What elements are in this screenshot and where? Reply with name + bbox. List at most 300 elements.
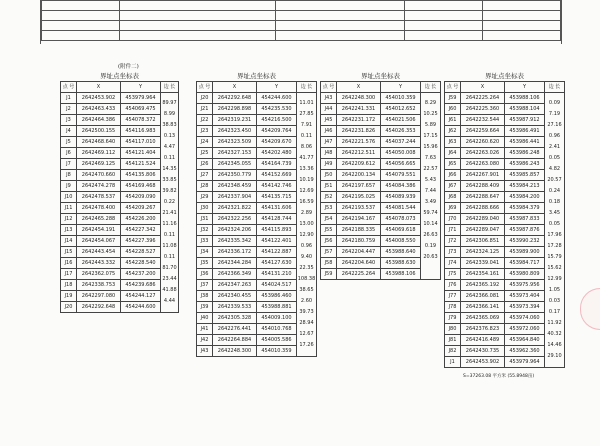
- point-id-cell: J31: [197, 214, 213, 225]
- distance-cell: 0.18: [545, 197, 565, 208]
- distance-cell: 0.96: [545, 131, 565, 142]
- distance-cell: 10.14: [421, 219, 441, 230]
- x-coordinate-cell: 2642366.349: [213, 269, 257, 280]
- point-id-cell: J20: [197, 93, 213, 104]
- x-coordinate-cell: 2642321.822: [213, 203, 257, 214]
- point-id-cell: J43: [197, 346, 213, 357]
- coordinate-table-block-2: [196, 71, 317, 357]
- seal-stamp: [580, 288, 600, 330]
- y-coordinate-cell: 454135.806: [121, 170, 161, 181]
- column-header-x: X: [337, 82, 381, 93]
- y-coordinate-cell: 453972.060: [505, 324, 545, 335]
- point-id-cell: J50: [321, 170, 337, 181]
- distance-cell: 15.79: [545, 252, 565, 263]
- y-coordinate-cell: 453988.106: [505, 93, 545, 104]
- x-coordinate-cell: 2642288.409: [461, 181, 505, 192]
- y-coordinate-cell: 454127.630: [257, 258, 297, 269]
- column-header-y: Y: [381, 82, 421, 93]
- point-id-cell: J22: [197, 115, 213, 126]
- point-id-cell: J67: [445, 181, 461, 192]
- x-coordinate-cell: 2642470.660: [77, 170, 121, 181]
- point-id-cell: J58: [321, 258, 337, 269]
- point-id-cell: J77: [445, 291, 461, 302]
- distance-cell: 26.63: [421, 230, 441, 241]
- y-coordinate-cell: 454084.386: [381, 181, 421, 192]
- y-coordinate-cell: 454122.401: [257, 236, 297, 247]
- y-coordinate-cell: 454010.768: [257, 324, 297, 335]
- y-coordinate-cell: 453986.491: [505, 126, 545, 137]
- point-id-cell: J5: [61, 137, 77, 148]
- point-id-cell: J14: [61, 236, 77, 247]
- distance-cell: [421, 269, 441, 280]
- x-coordinate-cell: 2642365.069: [461, 313, 505, 324]
- y-coordinate-cell: 454089.939: [381, 192, 421, 203]
- y-coordinate-cell: 454226.200: [121, 214, 161, 225]
- point-id-cell: J21: [197, 104, 213, 115]
- column-header-pt: 点 号: [321, 82, 337, 93]
- column-header-pt: 点 号: [61, 82, 77, 93]
- x-coordinate-cell: 2642340.455: [213, 291, 257, 302]
- x-coordinate-cell: 2642362.075: [77, 269, 121, 280]
- x-coordinate-cell: 2642232.544: [461, 115, 505, 126]
- x-coordinate-cell: 2642204.447: [337, 247, 381, 258]
- distance-cell: 3.49: [421, 197, 441, 208]
- point-id-cell: J1: [445, 357, 461, 368]
- distance-cell: 11.92: [545, 318, 565, 329]
- distance-cell: 3.45: [545, 208, 565, 219]
- x-coordinate-cell: 2642305.328: [213, 313, 257, 324]
- x-coordinate-cell: 2642443.332: [77, 258, 121, 269]
- distance-cell: 38.65: [297, 285, 317, 296]
- x-coordinate-cell: 2642288.666: [461, 203, 505, 214]
- distance-cell: 0.05: [545, 153, 565, 164]
- y-coordinate-cell: 453974.060: [505, 313, 545, 324]
- y-coordinate-cell: 454239.686: [121, 280, 161, 291]
- distance-cell: 12.69: [297, 186, 317, 197]
- y-coordinate-cell: 454209.267: [121, 203, 161, 214]
- distance-cell: 14.35: [161, 164, 179, 175]
- distance-cell: 0.19: [421, 241, 441, 252]
- distance-cell: 20.63: [421, 252, 441, 263]
- distance-cell: 5.89: [421, 120, 441, 131]
- y-coordinate-cell: 454164.739: [257, 159, 297, 170]
- distance-cell: 39.73: [297, 307, 317, 318]
- distance-cell: 2.41: [545, 142, 565, 153]
- y-coordinate-cell: 454169.468: [121, 181, 161, 192]
- distance-cell: 17.28: [545, 241, 565, 252]
- distance-cell: 17.15: [421, 131, 441, 142]
- y-coordinate-cell: 454135.715: [257, 192, 297, 203]
- distance-cell: 108.38: [297, 274, 317, 285]
- distance-cell: 38.83: [161, 120, 179, 131]
- x-coordinate-cell: 2642263.026: [461, 148, 505, 159]
- x-coordinate-cell: 2642225.264: [337, 269, 381, 280]
- distance-cell: [545, 357, 565, 368]
- x-coordinate-cell: 2642366.081: [461, 291, 505, 302]
- point-id-cell: J61: [445, 115, 461, 126]
- attachment-note: (附件二): [118, 64, 139, 70]
- distance-cell: 13.00: [297, 219, 317, 230]
- distance-cell: 29.10: [545, 351, 565, 362]
- point-id-cell: J53: [321, 203, 337, 214]
- distance-cell: 7.44: [421, 186, 441, 197]
- point-id-cell: J10: [61, 192, 77, 203]
- x-coordinate-cell: 2642264.884: [213, 335, 257, 346]
- point-id-cell: J24: [197, 137, 213, 148]
- point-id-cell: J71: [445, 225, 461, 236]
- point-id-cell: J81: [445, 335, 461, 346]
- distance-cell: 40.32: [545, 329, 565, 340]
- distance-cell: 16.59: [297, 197, 317, 208]
- y-coordinate-cell: 453975.956: [505, 280, 545, 291]
- x-coordinate-cell: 2642225.264: [461, 93, 505, 104]
- distance-cell: 4.47: [161, 142, 179, 153]
- x-coordinate-cell: 2642322.256: [213, 214, 257, 225]
- distance-cell: 11.01: [297, 98, 317, 109]
- y-coordinate-cell: 454244.600: [121, 302, 161, 313]
- point-id-cell: J2: [61, 104, 77, 115]
- table-title: 界址点坐标表: [100, 72, 139, 80]
- x-coordinate-cell: 2642225.360: [461, 104, 505, 115]
- point-id-cell: J82: [445, 346, 461, 357]
- y-coordinate-cell: 453988.104: [505, 104, 545, 115]
- x-coordinate-cell: 2642478.400: [77, 203, 121, 214]
- table-row: [61, 302, 179, 313]
- x-coordinate-cell: 2642347.263: [213, 280, 257, 291]
- point-id-cell: J36: [197, 269, 213, 280]
- y-coordinate-cell: 454117.010: [121, 137, 161, 148]
- table-title: 界址点坐标表: [237, 72, 276, 80]
- x-coordinate-cell: 2642292.648: [77, 302, 121, 313]
- x-coordinate-cell: 2642327.153: [213, 148, 257, 159]
- y-coordinate-cell: 454227.396: [121, 236, 161, 247]
- x-coordinate-cell: 2642344.284: [213, 258, 257, 269]
- point-id-cell: J23: [197, 126, 213, 137]
- y-coordinate-cell: 454216.500: [257, 115, 297, 126]
- point-id-cell: J28: [197, 181, 213, 192]
- point-id-cell: J68: [445, 192, 461, 203]
- y-coordinate-cell: 454069.475: [121, 104, 161, 115]
- y-coordinate-cell: 454009.100: [257, 313, 297, 324]
- point-id-cell: J33: [197, 236, 213, 247]
- distance-cell: 8.29: [421, 98, 441, 109]
- y-coordinate-cell: 454010.359: [381, 93, 421, 104]
- x-coordinate-cell: 2642180.759: [337, 236, 381, 247]
- point-id-cell: J65: [445, 159, 461, 170]
- distance-cell: 12.90: [297, 230, 317, 241]
- table-row: [321, 93, 441, 104]
- y-coordinate-cell: 454142.746: [257, 181, 297, 192]
- column-header-pt: 点 号: [197, 82, 213, 93]
- x-coordinate-cell: 2642259.664: [461, 126, 505, 137]
- distance-cell: 20.57: [545, 175, 565, 186]
- coordinate-table: [196, 81, 317, 357]
- y-coordinate-cell: 453984.213: [505, 181, 545, 192]
- y-coordinate-cell: 453990.232: [505, 236, 545, 247]
- point-id-cell: J43: [321, 93, 337, 104]
- x-coordinate-cell: 2642297.080: [77, 291, 121, 302]
- x-coordinate-cell: 2642465.288: [77, 214, 121, 225]
- x-coordinate-cell: 2642241.331: [337, 104, 381, 115]
- y-coordinate-cell: 454078.372: [121, 115, 161, 126]
- distance-cell: 33.85: [161, 175, 179, 186]
- x-coordinate-cell: 2642298.898: [213, 104, 257, 115]
- x-coordinate-cell: 2642337.904: [213, 192, 257, 203]
- y-coordinate-cell: 454115.893: [257, 225, 297, 236]
- point-id-cell: J79: [445, 313, 461, 324]
- y-coordinate-cell: 453973.404: [505, 291, 545, 302]
- x-coordinate-cell: 2642288.647: [461, 192, 505, 203]
- distance-cell: 1.05: [545, 285, 565, 296]
- y-coordinate-cell: 453964.840: [505, 335, 545, 346]
- y-coordinate-cell: 454244.600: [257, 93, 297, 104]
- y-coordinate-cell: 453986.248: [505, 148, 545, 159]
- y-coordinate-cell: 454227.342: [121, 225, 161, 236]
- point-id-cell: J1: [61, 93, 77, 104]
- distance-cell: 0.22: [161, 197, 179, 208]
- x-coordinate-cell: 2642197.657: [337, 181, 381, 192]
- x-coordinate-cell: 2642468.640: [77, 137, 121, 148]
- y-coordinate-cell: 454128.744: [257, 214, 297, 225]
- distance-cell: 0.05: [545, 219, 565, 230]
- x-coordinate-cell: 2642338.753: [77, 280, 121, 291]
- column-header-d: 边 长: [545, 82, 565, 93]
- y-coordinate-cell: 453988.630: [381, 258, 421, 269]
- y-coordinate-cell: 454152.669: [257, 170, 297, 181]
- point-id-cell: J44: [321, 104, 337, 115]
- coordinate-table-block-4: [444, 71, 565, 368]
- distance-cell: 4.82: [545, 164, 565, 175]
- distance-cell: 7.19: [545, 109, 565, 120]
- distance-cell: 17.96: [545, 230, 565, 241]
- point-id-cell: J26: [197, 159, 213, 170]
- y-coordinate-cell: 454079.551: [381, 170, 421, 181]
- x-coordinate-cell: 2642335.342: [213, 236, 257, 247]
- column-header-x: X: [77, 82, 121, 93]
- x-coordinate-cell: 2642430.735: [461, 346, 505, 357]
- point-id-cell: J25: [197, 148, 213, 159]
- x-coordinate-cell: 2642231.826: [337, 126, 381, 137]
- x-coordinate-cell: 2642453.902: [77, 93, 121, 104]
- distance-cell: 10.25: [421, 109, 441, 120]
- y-coordinate-cell: 454012.652: [381, 104, 421, 115]
- y-coordinate-cell: 453988.881: [257, 302, 297, 313]
- y-coordinate-cell: 454021.506: [381, 115, 421, 126]
- distance-cell: 22.57: [421, 164, 441, 175]
- column-header-y: Y: [257, 82, 297, 93]
- y-coordinate-cell: 454050.008: [381, 148, 421, 159]
- distance-cell: 41.88: [161, 285, 179, 296]
- point-id-cell: J48: [321, 148, 337, 159]
- distance-cell: 22.35: [297, 263, 317, 274]
- x-coordinate-cell: 2642443.454: [77, 247, 121, 258]
- x-coordinate-cell: 2642188.335: [337, 225, 381, 236]
- distance-cell: 13.36: [297, 164, 317, 175]
- x-coordinate-cell: 2642454.067: [77, 236, 121, 247]
- point-id-cell: J80: [445, 324, 461, 335]
- distance-cell: 12.67: [297, 329, 317, 340]
- point-id-cell: J66: [445, 170, 461, 181]
- y-coordinate-cell: 454121.404: [121, 148, 161, 159]
- point-id-cell: J39: [197, 302, 213, 313]
- distance-cell: [297, 346, 317, 357]
- distance-cell: 81.70: [161, 263, 179, 274]
- table-row: [445, 93, 565, 104]
- point-id-cell: J59: [321, 269, 337, 280]
- distance-cell: 2.89: [297, 208, 317, 219]
- point-id-cell: J13: [61, 225, 77, 236]
- x-coordinate-cell: 2642248.300: [337, 93, 381, 104]
- distance-cell: 0.13: [161, 131, 179, 142]
- point-id-cell: J16: [61, 258, 77, 269]
- point-id-cell: J69: [445, 203, 461, 214]
- x-coordinate-cell: 2642306.851: [461, 236, 505, 247]
- x-coordinate-cell: 2642248.300: [213, 346, 257, 357]
- area-summary: S=37263.08 平方米 (55.8948亩): [463, 374, 535, 379]
- x-coordinate-cell: 2642336.172: [213, 247, 257, 258]
- column-header-d: 边 长: [297, 82, 317, 93]
- x-coordinate-cell: 2642204.640: [337, 258, 381, 269]
- distance-cell: 41.77: [297, 153, 317, 164]
- distance-cell: 0.11: [297, 131, 317, 142]
- x-coordinate-cell: 2642474.278: [77, 181, 121, 192]
- y-coordinate-cell: 454131.606: [257, 203, 297, 214]
- table-row: [197, 93, 317, 104]
- y-coordinate-cell: 454121.524: [121, 159, 161, 170]
- y-coordinate-cell: 454005.586: [257, 335, 297, 346]
- distance-cell: 8.06: [297, 142, 317, 153]
- x-coordinate-cell: 2642454.191: [77, 225, 121, 236]
- y-coordinate-cell: 453988.106: [381, 269, 421, 280]
- point-id-cell: J4: [61, 126, 77, 137]
- x-coordinate-cell: 2642453.902: [461, 357, 505, 368]
- x-coordinate-cell: 2642319.231: [213, 115, 257, 126]
- x-coordinate-cell: 2642231.172: [337, 115, 381, 126]
- y-coordinate-cell: 454209.670: [257, 137, 297, 148]
- distance-cell: [161, 302, 179, 313]
- previous-page-table: [41, 0, 561, 41]
- x-coordinate-cell: 2642365.192: [461, 280, 505, 291]
- table-title: 界址点坐标表: [361, 72, 400, 80]
- distance-cell: 10.19: [297, 175, 317, 186]
- point-id-cell: J47: [321, 137, 337, 148]
- distance-cell: 14.46: [545, 340, 565, 351]
- y-coordinate-cell: 454122.887: [257, 247, 297, 258]
- point-id-cell: J17: [61, 269, 77, 280]
- y-coordinate-cell: 454235.530: [257, 104, 297, 115]
- y-coordinate-cell: 453985.857: [505, 170, 545, 181]
- y-coordinate-cell: 454056.665: [381, 159, 421, 170]
- point-id-cell: J42: [197, 335, 213, 346]
- y-coordinate-cell: 454209.090: [121, 192, 161, 203]
- point-id-cell: J29: [197, 192, 213, 203]
- point-id-cell: J46: [321, 126, 337, 137]
- distance-cell: 0.11: [161, 252, 179, 263]
- distance-cell: 5.43: [421, 175, 441, 186]
- table-row: [61, 93, 179, 104]
- y-coordinate-cell: 453979.964: [121, 93, 161, 104]
- x-coordinate-cell: 2642500.155: [77, 126, 121, 137]
- distance-cell: 17.26: [297, 340, 317, 351]
- point-id-cell: J9: [61, 181, 77, 192]
- y-coordinate-cell: 453987.912: [505, 115, 545, 126]
- y-coordinate-cell: 454078.073: [381, 214, 421, 225]
- distance-cell: 11.08: [161, 241, 179, 252]
- x-coordinate-cell: 2642260.620: [461, 137, 505, 148]
- point-id-cell: J76: [445, 280, 461, 291]
- x-coordinate-cell: 2642221.576: [337, 137, 381, 148]
- coordinate-table: [444, 81, 565, 368]
- x-coordinate-cell: 2642416.489: [461, 335, 505, 346]
- column-header-d: 边 长: [161, 82, 179, 93]
- point-id-cell: J49: [321, 159, 337, 170]
- point-id-cell: J60: [445, 104, 461, 115]
- column-header-x: X: [461, 82, 505, 93]
- point-id-cell: J38: [197, 291, 213, 302]
- column-header-d: 边 长: [421, 82, 441, 93]
- distance-cell: 9.40: [297, 252, 317, 263]
- table-row: [321, 269, 441, 280]
- table-row: [445, 357, 565, 368]
- x-coordinate-cell: 2642339.533: [213, 302, 257, 313]
- distance-cell: 7.63: [421, 153, 441, 164]
- x-coordinate-cell: 2642469.112: [77, 148, 121, 159]
- y-coordinate-cell: 453987.833: [505, 214, 545, 225]
- x-coordinate-cell: 2642195.025: [337, 192, 381, 203]
- y-coordinate-cell: 454244.127: [121, 291, 161, 302]
- y-coordinate-cell: 454081.544: [381, 203, 421, 214]
- distance-cell: 0.11: [161, 153, 179, 164]
- distance-cell: 0.24: [545, 186, 565, 197]
- x-coordinate-cell: 2642200.134: [337, 170, 381, 181]
- y-coordinate-cell: 454069.618: [381, 225, 421, 236]
- distance-cell: 21.41: [161, 208, 179, 219]
- point-id-cell: J32: [197, 225, 213, 236]
- point-id-cell: J6: [61, 148, 77, 159]
- point-id-cell: J55: [321, 225, 337, 236]
- point-id-cell: J73: [445, 247, 461, 258]
- point-id-cell: J11: [61, 203, 77, 214]
- y-coordinate-cell: 453988.640: [381, 247, 421, 258]
- coordinate-table: [60, 81, 179, 313]
- point-id-cell: J3: [61, 115, 77, 126]
- point-id-cell: J18: [61, 280, 77, 291]
- point-id-cell: J56: [321, 236, 337, 247]
- x-coordinate-cell: 2642209.612: [337, 159, 381, 170]
- distance-cell: 12.99: [545, 274, 565, 285]
- point-id-cell: J7: [61, 159, 77, 170]
- point-id-cell: J27: [197, 170, 213, 181]
- y-coordinate-cell: 454209.764: [257, 126, 297, 137]
- point-id-cell: J15: [61, 247, 77, 258]
- y-coordinate-cell: 453984.200: [505, 192, 545, 203]
- x-coordinate-cell: 2642463.433: [77, 104, 121, 115]
- x-coordinate-cell: 2642324.206: [213, 225, 257, 236]
- x-coordinate-cell: 2642350.779: [213, 170, 257, 181]
- x-coordinate-cell: 2642263.080: [461, 159, 505, 170]
- x-coordinate-cell: 2642289.040: [461, 214, 505, 225]
- y-coordinate-cell: 453986.460: [257, 291, 297, 302]
- x-coordinate-cell: 2642469.125: [77, 159, 121, 170]
- point-id-cell: J8: [61, 170, 77, 181]
- distance-cell: 0.96: [297, 241, 317, 252]
- point-id-cell: J75: [445, 269, 461, 280]
- point-id-cell: J70: [445, 214, 461, 225]
- y-coordinate-cell: 453979.964: [505, 357, 545, 368]
- x-coordinate-cell: 2642323.509: [213, 137, 257, 148]
- y-coordinate-cell: 453984.717: [505, 258, 545, 269]
- point-id-cell: J78: [445, 302, 461, 313]
